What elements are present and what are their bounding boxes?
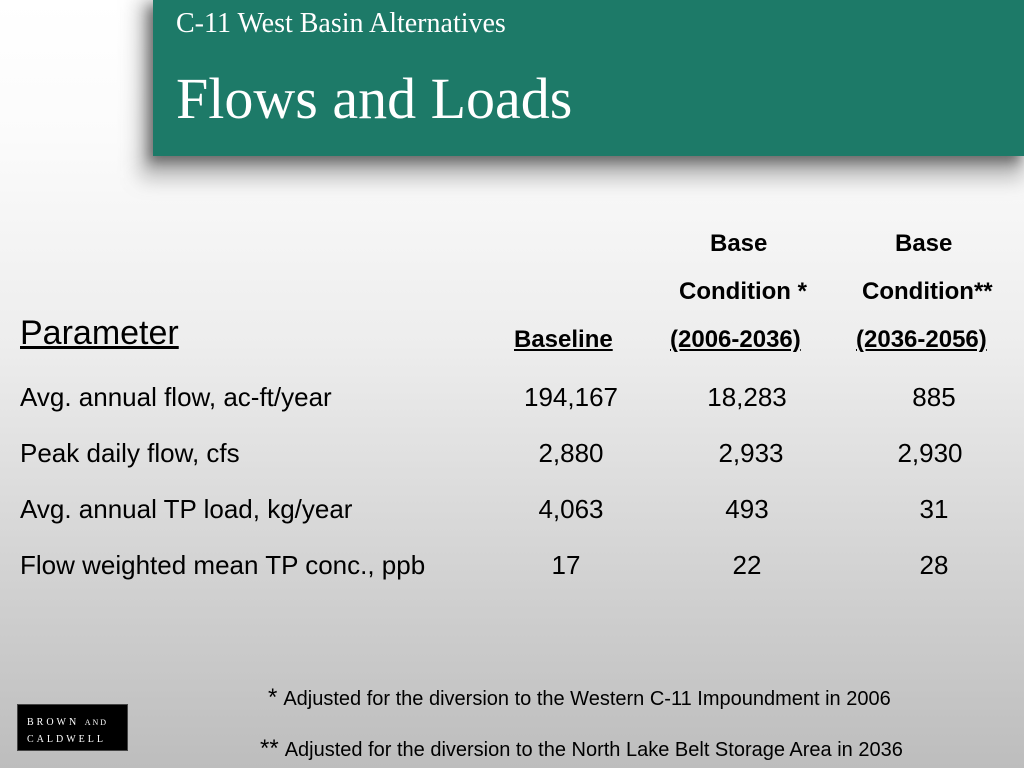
logo-and: AND [84,718,109,727]
slide-subtitle: C-11 West Basin Alternatives [176,8,506,39]
col3-header-line1: Base [895,230,953,257]
col2-header-line2: Condition * [679,278,807,305]
row-bc1: 493 [725,494,769,524]
footnote-1-text: Adjusted for the diversion to the Western C-11 Impoundment in 2006 [283,688,891,710]
footnote-1 [268,684,891,712]
footnote-1-mark: * [268,684,278,711]
col3-header-line3: (2036-2056) [856,326,987,353]
row-baseline: 194,167 [524,382,618,412]
row-bc2: 31 [919,494,949,524]
row-bc1: 18,283 [707,382,787,412]
row-baseline: 2,880 [538,438,604,468]
baseline-header: Baseline [514,326,613,353]
col3-header-line2: Condition** [862,278,993,305]
col2-header-line1: Base [710,230,768,257]
row-param: Flow weighted mean TP conc., ppb [20,550,426,580]
row-baseline: 4,063 [538,494,604,524]
footnote-2-text: Adjusted for the diversion to the North Lake Belt Storage Area in 2036 [284,739,903,761]
row-bc2: 28 [919,550,949,580]
row-bc1: 2,933 [718,438,784,468]
logo-line2: CALDWELL [27,734,106,745]
parameter-header: Parameter [20,314,179,352]
col2-header-line3: (2006-2036) [670,326,801,353]
row-baseline: 17 [551,550,581,580]
brown-and-caldwell-logo [17,704,128,751]
row-param: Avg. annual TP load, kg/year [20,494,353,524]
row-param: Peak daily flow, cfs [20,438,240,468]
footnote-2 [260,735,903,763]
row-bc2: 2,930 [897,438,963,468]
row-bc1: 22 [732,550,762,580]
slide-title: Flows and Loads [176,66,573,131]
footnote-2-mark: ** [260,735,279,762]
row-bc2: 885 [912,382,956,412]
logo-line1: BROWN [27,717,80,728]
row-param: Avg. annual flow, ac-ft/year [20,382,332,412]
